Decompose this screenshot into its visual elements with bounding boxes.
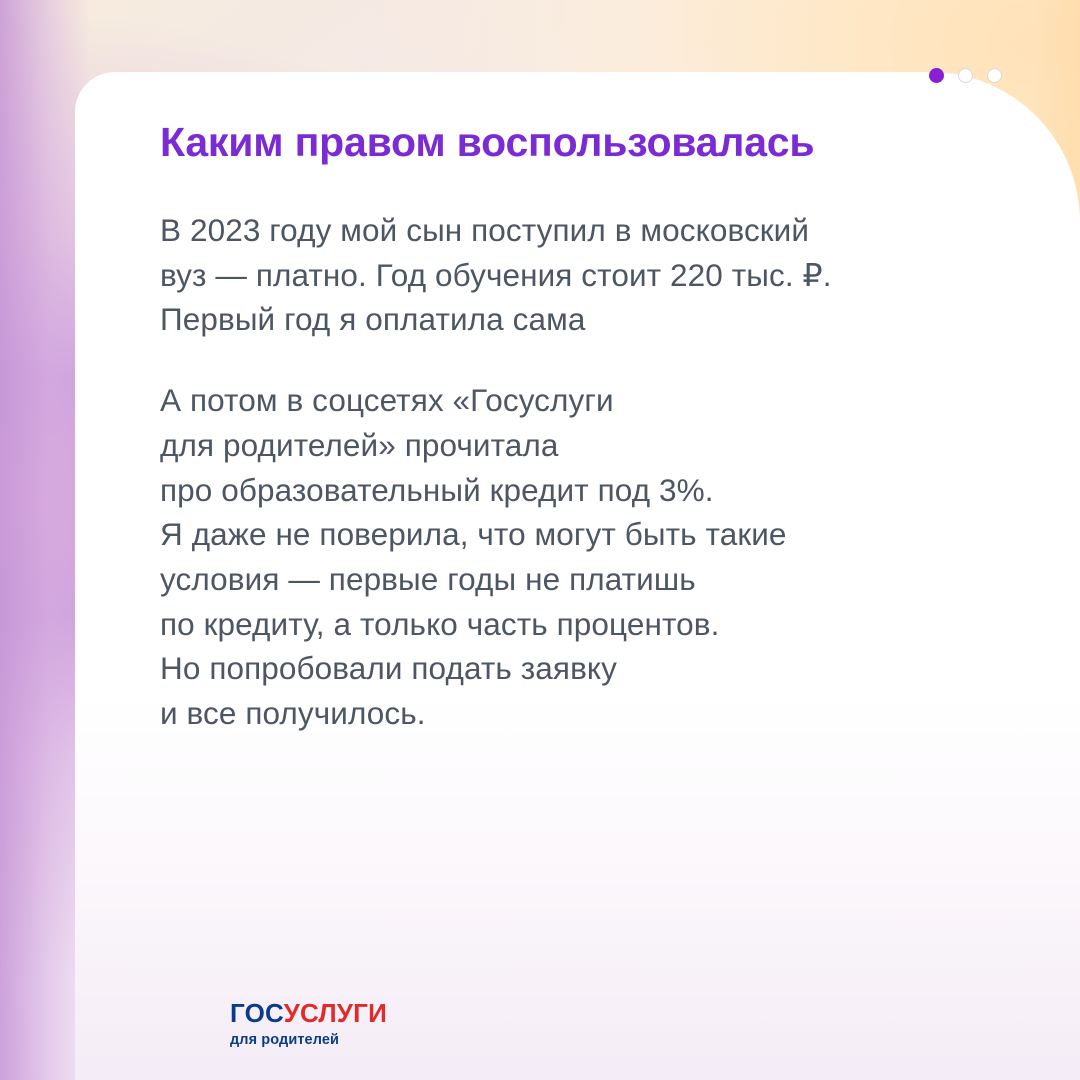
content-card: [75, 72, 1080, 1080]
paragraph-line: условия — первые годы не платишь: [160, 560, 696, 597]
paragraph-line: про образовательный кредит под 3%.: [160, 471, 714, 508]
paragraph-line: и все получилось.: [160, 695, 426, 732]
paragraph-line: вуз — платно. Год обучения стоит 220 тыс. ₽.: [160, 256, 832, 293]
pagination-dot-3[interactable]: [987, 68, 1002, 83]
paragraph-1: [160, 208, 1010, 342]
paragraph-line: А потом в соцсетях «Госуслуги: [160, 382, 614, 419]
paragraph-line: Но попробовали подать заявку: [160, 650, 617, 687]
logo-subtitle: для родителей: [230, 1032, 340, 1048]
pagination-dots[interactable]: [929, 68, 1002, 83]
logo-word-uslugi: УСЛУГИ: [283, 998, 388, 1028]
paragraph-line: по кредиту, а только часть процентов.: [160, 605, 720, 642]
page-title: Каким правом воспользовалась: [160, 119, 815, 165]
logo-wordmark: [230, 1000, 387, 1026]
paragraph-2: [160, 378, 1010, 736]
paragraph-line: Первый год я оплатила сама: [160, 301, 586, 338]
pagination-dot-2[interactable]: [958, 68, 973, 83]
paragraph-line: В 2023 году мой сын поступил в московский: [160, 211, 810, 248]
logo-word-gos: ГОС: [230, 998, 284, 1028]
pagination-dot-1[interactable]: [929, 68, 944, 83]
card-content: [160, 120, 1010, 736]
paragraph-line: Я даже не поверила, что могут быть такие: [160, 516, 787, 553]
gosuslugi-logo: [230, 1000, 387, 1048]
paragraph-line: для родителей» прочитала: [160, 426, 559, 463]
